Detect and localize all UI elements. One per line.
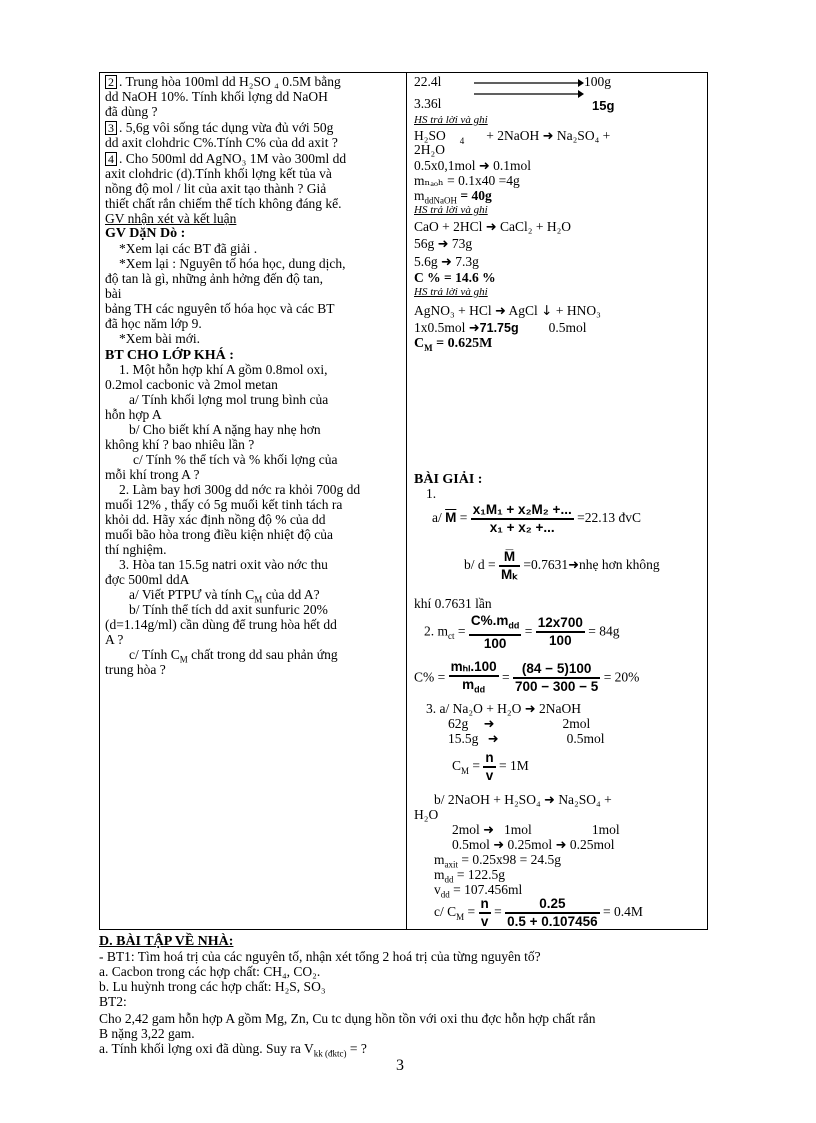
homework-bt2-a: a. Tính khối lợng oxi đã dùng. Suy ra $V_{kk (đktc)}$ = ? [99, 1041, 367, 1059]
equation-3: AgNO₃ + HCl ➜ AgCl ↓ + HNO₃ [414, 303, 601, 319]
gv-item-2-line-2: độ tan là gì, những ảnh hởng đến độ tan, [105, 271, 324, 286]
exercise-2-line-2: muối 12% , thấy có 5g muối kết tinh tách ra [105, 497, 343, 512]
mass-naoh: mₙₐₒₕ = 0.1x40 =4g [414, 173, 520, 188]
eq3-row-1: 1x0.5mol ➜71.75g 0.5mol [414, 320, 587, 336]
question-2-line-3: đã dùng ? [105, 104, 158, 119]
ratio-line-1-left: 22.4l [414, 74, 442, 89]
exercise-1-line-6: không khí ? bao nhiêu lần ? [105, 437, 255, 452]
homework-title: D. BÀI TẬP VỀ NHÀ: [99, 934, 234, 949]
exercise-1-line-2: 0.2mol cacbonic và 2mol metan [105, 377, 278, 392]
part-3b-equation: b/ 2NaOH + H₂SO₄ ➜ Na₂SO₄ + [434, 792, 612, 808]
arrow-icon: ➜ [524, 702, 536, 717]
student-answer-label: HS trả lời và ghi [414, 114, 488, 126]
part-3a-equation: 3. a/ Na₂O + H₂O ➜ 2NaOH [426, 701, 582, 717]
number-box-4: 4 [105, 152, 117, 166]
eq2-row-2: 5.6g ➜ 7.3g [414, 254, 479, 270]
arrow-icon: ➜ [493, 838, 505, 853]
arrow-icon: ➜ [478, 159, 490, 174]
homework-bt1-b: b. Lu huỳnh trong các hợp chất: H₂S, SO₃ [99, 979, 326, 994]
equation-1-water: 2H₂O [414, 142, 445, 157]
concentration-result: C % = 14.6 % [414, 270, 496, 285]
question-4-line-4: thiết chất rắn chiếm thể tích không đáng kể. [105, 196, 342, 211]
gv-conclusion: GV nhận xét và kết luận [105, 211, 237, 226]
student-answer-label: HS trả lời và ghi [414, 204, 488, 216]
formula-molarity: $C_M$ = $\frac{n}{v}$ = 1M [452, 750, 529, 783]
arrow-icon: ➜ [555, 838, 567, 853]
formula-percent-concentration: C% = $\frac{\text{mₕₗ.100}}{m_{dd}}$ = $\frac{(84 - 5)100}{700 - 300 - 5}$ = 20% [414, 659, 640, 695]
formula-final-molarity: c/ $C_M$ = $\frac{n}{v}$ = $\frac{0.25}{0.5 + 0.107456}$ = 0.4M [434, 896, 643, 929]
question-2-line-2: dd NaOH 10%. Tính khối lợng dd NaOH [105, 89, 328, 104]
question-4-line-2: axit clohdric (d).Tính khối lợng kết tủa và [105, 166, 332, 181]
gv-item-3: *Xem bài mới. [119, 331, 200, 346]
long-arrow-icon [474, 90, 584, 98]
mass-dd-naoh: $m_{ddNaOH} = 40g$ [414, 188, 492, 206]
part-3a-row-1: 62g ➜ 2mol [448, 716, 591, 732]
exercise-3-line-1: 3. Hòa tan 15.5g natri oxit vào nớc thu [119, 557, 328, 572]
question-4-line-3: nồng độ mol / lit của axit tạo thành ? Giả [105, 181, 327, 196]
arrow-icon: ➜ [494, 304, 506, 319]
long-arrow-icon [474, 79, 584, 87]
homework-bt2-line-2: B nặng 3,22 gam. [99, 1026, 195, 1041]
arrow-icon: ➜ [468, 321, 480, 336]
content-table [99, 72, 708, 930]
arrow-icon: ➜ [487, 732, 499, 747]
eq2-row-1: 56g ➜ 73g [414, 236, 473, 252]
density-result: khí 0.7631 lần [414, 596, 492, 611]
question-3-line-1: 3 . 5,6g vôi sống tác dụng vừa đủ với 50g [105, 120, 333, 135]
exercise-2-line-4: muối bão hòa trong điều kiện nhiệt độ của [105, 527, 333, 542]
gv-item-2-line-1: *Xem lại : Nguyên tố hóa học, dung dịch, [119, 256, 346, 271]
homework-bt1: - BT1: Tìm hoá trị của các nguyên tố, nhận xét tổng 2 hoá trị của từng nguyên tố? [99, 949, 541, 964]
solution-1: 1. [426, 486, 437, 501]
part-3b-row-2: 0.5mol ➜ 0.25mol ➜ 0.25mol [452, 837, 615, 853]
column-divider [406, 73, 407, 929]
student-answer-label: HS trả lời và ghi [414, 286, 488, 298]
exercise-2-line-1: 2. Làm bay hơi 300g dd nớc ra khỏi 700g dd [119, 482, 361, 497]
gv-item-1: *Xem lại các BT đã giải . [119, 241, 258, 256]
down-arrow-icon: ↓ [541, 303, 553, 319]
part-3a-row-2: 15.5g ➜ 0.5mol [448, 731, 605, 747]
ratio-line-1-right: 100g [584, 74, 611, 89]
mass-solution: $m_{dd} = 122.5g$ [434, 867, 506, 885]
part-3b-row-1: 2mol ➜ 1mol 1mol [452, 822, 620, 838]
molarity-result: $C_M = 0.625M$ [414, 336, 493, 353]
question-2-line-1: 2 . Trung hòa 100ml dd H₂SO ₄ 0.5M bằng [105, 74, 341, 89]
exercise-3-line-7: c/ Tính $C_M$ chất trong dd sau phản ứng [129, 647, 338, 665]
arrow-icon: ➜ [485, 220, 497, 235]
exercise-3-line-6: A ? [105, 632, 124, 647]
arrow-icon: ➜ [568, 558, 580, 574]
formula-salt-mass: 2. $m_{ct}$ = $\frac{C\%.m_{dd}}{100}$ = $\frac{12x700}{100}$ = 84g [424, 613, 620, 651]
exercise-3-line-5: (d=1.14g/ml) cần dùng để trung hòa hết dd [105, 617, 337, 632]
exercise-1-line-8: mỗi khí trong A ? [105, 467, 200, 482]
exercise-1-line-7: c/ Tính % thể tích và % khối lợng của [133, 452, 338, 467]
arrow-icon: ➜ [441, 255, 452, 270]
solution-title: BÀI GIẢI : [414, 472, 483, 487]
exercise-1-line-5: b/ Cho biết khí A nặng hay nhẹ hơn [129, 422, 321, 437]
exercise-2-line-5: thí nghiệm. [105, 542, 167, 557]
number-box-3: 3 [105, 121, 117, 135]
volume-solution: $v_{dd} = 107.456ml$ [434, 882, 523, 900]
exercise-1-line-4: hỗn hợp A [105, 407, 162, 422]
gv-item-2-line-5: đã học năm lớp 9. [105, 316, 202, 331]
homework-bt2-line-1: Cho 2,42 gam hỗn hợp A gồm Mg, Zn, Cu tc dụng hồn tồn với oxi thu đợc hỗn hợp chất rắn [99, 1011, 596, 1026]
gv-item-2-line-3: bài [105, 286, 122, 301]
exercise-3-line-8: trung hòa ? [105, 662, 166, 677]
gv-item-2-line-4: bảng TH các nguyên tố hóa học và các BT [105, 301, 335, 316]
arrow-icon: ➜ [483, 823, 495, 838]
question-3-line-2: dd axit clohdric C%.Tính C% của dd axit ? [105, 135, 338, 150]
homework-section [99, 934, 719, 1062]
exercise-3-line-3: a/ Viết PTPƯ và tính $C_M$ của dd A? [129, 587, 320, 605]
exercise-2-line-3: khỏi dd. Hãy xác định nồng độ % của dd [105, 512, 326, 527]
arrow-icon: ➜ [544, 793, 555, 808]
equation-1: H₂SO $_4$ + 2NaOH ➜ Na₂SO₄ + [414, 128, 611, 146]
mol-line: 0.5x0,1mol ➜ 0.1mol [414, 158, 532, 174]
equation-2: CaO + 2HCl ➜ CaCl₂ + H₂O [414, 219, 572, 235]
arrow-icon: ➜ [483, 717, 495, 732]
advanced-exercises-title: BT CHO LỚP KHÁ : [105, 348, 234, 363]
homework-bt2-title: BT2: [99, 994, 127, 1009]
mass-axit: $m_{axit} = 0.25x98 = 24.5g$ [434, 852, 561, 870]
exercise-1-line-1: 1. Một hỗn hợp khí A gồm 0.8mol oxi, [119, 362, 328, 377]
exercise-1-line-3: a/ Tính khối lợng mol trung bình của [129, 392, 329, 407]
homework-bt1-a: a. Cacbon trong các hợp chất: CH₄, CO₂. [99, 964, 321, 979]
gv-homework-title: GV DặN Dò : [105, 226, 186, 241]
question-4-line-1: 4 . Cho 500ml dd AgNO₃ 1M vào 300ml dd [105, 151, 346, 166]
exercise-3-line-4: b/ Tính thể tích dd axit sunfuric 20% [129, 602, 328, 617]
number-box-2: 2 [105, 75, 117, 89]
ratio-line-2-right: 15g [592, 98, 615, 113]
formula-density-ratio: b/ d = $\frac{M̅}{\text{Mₖ}}$ =0.7631➜nhẹ hơn không [464, 549, 660, 582]
arrow-icon: ➜ [542, 129, 554, 144]
exercise-3-line-2: đợc 500ml ddA [105, 572, 190, 587]
arrow-icon: ➜ [437, 237, 449, 252]
formula-mean-molar-mass: a/ $\overline{M}$ = $\frac{\text{x₁M₁ + x₂M₂ +...}}{\text{x₁ + x₂ +...}}$ =22.13 đvC [432, 502, 641, 535]
page-number: 3 [396, 1057, 404, 1074]
part-3b-water: H₂O [414, 807, 439, 822]
ratio-line-2-left: 3.36l [414, 96, 442, 111]
